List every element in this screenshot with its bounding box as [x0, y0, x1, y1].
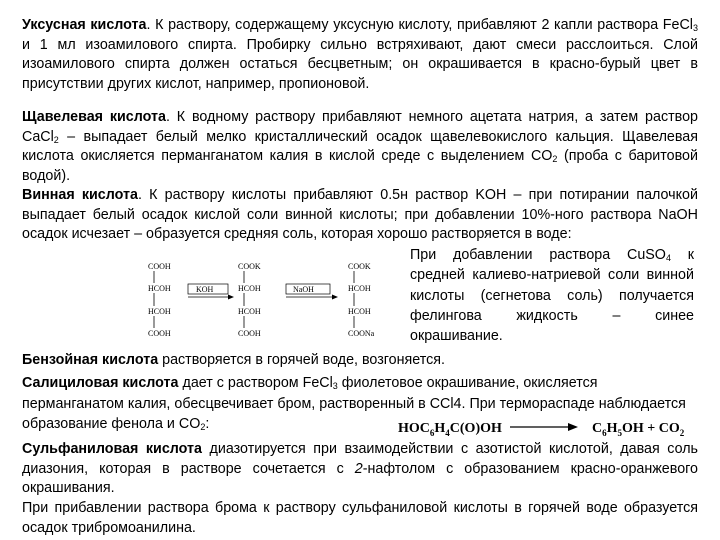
oxalic-text-3: (проба с баритовой водой). — [22, 148, 698, 184]
koh-reaction-arrow — [188, 284, 234, 300]
naphthol-position: 2 — [354, 460, 363, 477]
naoh-reagent-label: NaOH — [293, 285, 314, 294]
salicylic-text-2: фиолетовое окрашивание, окисляется перманганатом калия, обесцвечивает бром, растворенный в CCl4. При термораспаде наблюдается образование фенола и CO — [22, 375, 686, 432]
fehling-text: При добавлении раствора CuSO — [410, 247, 666, 263]
fehling-text-2: к средней калиево-натриевой соли винной кислоты (сегнетова соль) получается фелингова жидкость – синее окрашивание. — [410, 247, 694, 345]
benzoic-acid-paragraph — [22, 351, 698, 371]
co2-subscript: 2 — [552, 154, 558, 165]
formula-line: COOK — [238, 262, 261, 271]
tartaric-acid-formula — [148, 262, 171, 338]
cuso4-subscript: 4 — [665, 253, 671, 263]
tartrate-reaction-scheme — [118, 256, 408, 344]
sulfanilic-text: диазотируется при взаимодействии с азотистой кислотой, давая соль диазония, которая в растворе сочетается с — [22, 441, 698, 477]
acetic-text: . К раствору, содержащему уксусную кислоту, прибавляют 2 капли раствора FeCl — [146, 17, 693, 33]
acetic-acid-title: Уксусная кислота — [22, 17, 147, 33]
salicylic-acid-title: Салициловая кислота — [22, 375, 179, 391]
formula-line: HCOH — [148, 307, 171, 316]
fecl3-subscript: 3 — [332, 381, 338, 391]
oxalic-acid-paragraph — [22, 108, 698, 186]
formula-line: HCOH — [348, 284, 371, 293]
acetic-text-2: и 1 мл изоамилового спирта. Пробирку сильно встряхивают, дают смеси расслоиться. Слой изоамилового спирта должен остаться бесцветным; он окрашивается в красно-бурый цвет в присутствии других кислот, например, пропионовой. — [22, 36, 698, 92]
formula-line: COONa — [348, 329, 375, 338]
tartaric-acid-title: Винная кислота — [22, 187, 138, 203]
tartaric-text: . К раствору кислоты прибавляют 0.5н раствор KOH – при потирании палочкой выпадает белый осадок кислой соли винной кислоты; при добавлении 10%-ного раствора NaOH осадок исчезает – образуется средняя соль, которая хорошо растворяется в воде: — [22, 187, 698, 243]
reaction-arrow — [510, 423, 578, 431]
benzoic-acid-title: Бензойная кислота — [22, 352, 159, 368]
formula-line: HCOH — [238, 284, 261, 293]
formula-line: COOK — [348, 262, 371, 271]
salicylic-text: дает с раствором FeCl — [178, 375, 333, 391]
formula-line: COOH — [148, 262, 171, 271]
formula-line: HCOH — [238, 307, 261, 316]
fecl3-subscript: 3 — [692, 23, 698, 33]
oxalic-text: . К водному раствору прибавляют немного ацетата натрия, а затем раствор CaCl — [22, 109, 698, 145]
formula-line: COOH — [238, 329, 261, 338]
tartaric-acid-paragraph — [22, 186, 698, 245]
potassium-hydrogen-tartrate-formula — [238, 262, 261, 338]
koh-reagent-label: KOH — [196, 285, 214, 294]
potassium-sodium-tartrate-formula — [348, 262, 375, 338]
oxalic-acid-title: Щавелевая кислота — [22, 109, 166, 125]
co2-subscript: 2 — [200, 422, 206, 432]
formula-line: COOH — [148, 329, 171, 338]
cacl2-subscript: 2 — [53, 134, 59, 145]
fehling-note — [410, 245, 694, 346]
sulfanilic-text-2: -нафтолом с образованием красно-оранжевого окрашивания. — [22, 460, 698, 497]
formula-line: HCOH — [348, 307, 371, 316]
acetic-acid-paragraph — [22, 16, 698, 94]
benzoic-text: растворяется в горячей воде, возгоняется. — [158, 352, 445, 368]
sulfanilic-acid-title: Сульфаниловая кислота — [22, 441, 203, 457]
equation-reactant: $HOC_6H_4C(O)OH$ — [398, 421, 502, 438]
formula-line: HCOH — [148, 284, 171, 293]
naoh-reaction-arrow — [286, 284, 338, 300]
bromination-text: При прибавлении раствора брома к раствору сульфаниловой кислоты в горячей воде образуется осадок трибромоанилина. — [22, 500, 698, 536]
salicylic-decomposition-equation — [398, 413, 698, 443]
sulfanilic-acid-paragraph — [22, 440, 698, 499]
equation-products: $C_6H_5OH + CO_2$ — [592, 421, 685, 438]
oxalic-text-2: – выпадает белый мелко кристаллический осадок щавелевокислого кальция. Щавелевая кислота окисляется перманганатом калия в кислой среде с выделением CO — [22, 128, 698, 165]
salicylic-text-3: : — [205, 416, 210, 432]
bromination-paragraph — [22, 499, 698, 538]
